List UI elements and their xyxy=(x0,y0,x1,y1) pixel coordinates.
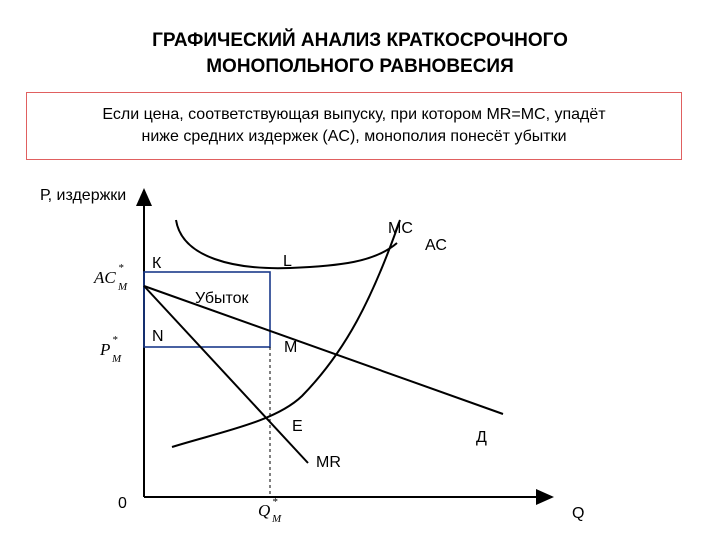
ac-star-main: AC xyxy=(94,268,116,287)
notice-line-1: Если цена, соответствующая выпуску, при котором MR=MC, упадёт xyxy=(102,106,606,123)
mc-label: МС xyxy=(388,220,413,237)
ac-star-sup: * xyxy=(118,262,124,274)
ac-star-sub: M xyxy=(118,281,128,293)
loss-label: Убыток xyxy=(195,290,249,307)
x-axis-label: Q xyxy=(572,505,585,522)
point-n-label: N xyxy=(152,328,164,345)
notice-line-2: ниже средних издержек (AC), монополия понесёт убытки xyxy=(141,128,567,145)
ac-label: АС xyxy=(425,237,447,254)
p-star-main: P xyxy=(100,340,111,359)
origin-label: 0 xyxy=(118,495,127,512)
mr-label: MR xyxy=(316,454,341,471)
p-star-tick-label xyxy=(99,334,122,365)
mr-curve xyxy=(144,286,308,463)
point-e-label: E xyxy=(292,418,303,435)
point-l-label: L xyxy=(283,253,292,270)
p-star-sup: * xyxy=(112,334,118,346)
ac-star-tick-label xyxy=(93,262,128,293)
title-line-2: МОНОПОЛЬНОГО РАВНОВЕСИЯ xyxy=(206,56,514,77)
demand-label: Д xyxy=(476,429,487,446)
point-m-label: M xyxy=(284,339,298,356)
y-axis-label: Р, издержки xyxy=(40,187,127,204)
p-star-sub: M xyxy=(112,353,122,365)
q-star-sub: M xyxy=(272,513,282,525)
point-k-label: К xyxy=(152,255,162,272)
q-star-main: Q xyxy=(258,501,271,520)
title-line-1: ГРАФИЧЕСКИЙ АНАЛИЗ КРАТКОСРОЧНОГО xyxy=(152,30,568,51)
q-star-sup: * xyxy=(272,496,278,508)
q-star-tick-label xyxy=(258,496,282,525)
